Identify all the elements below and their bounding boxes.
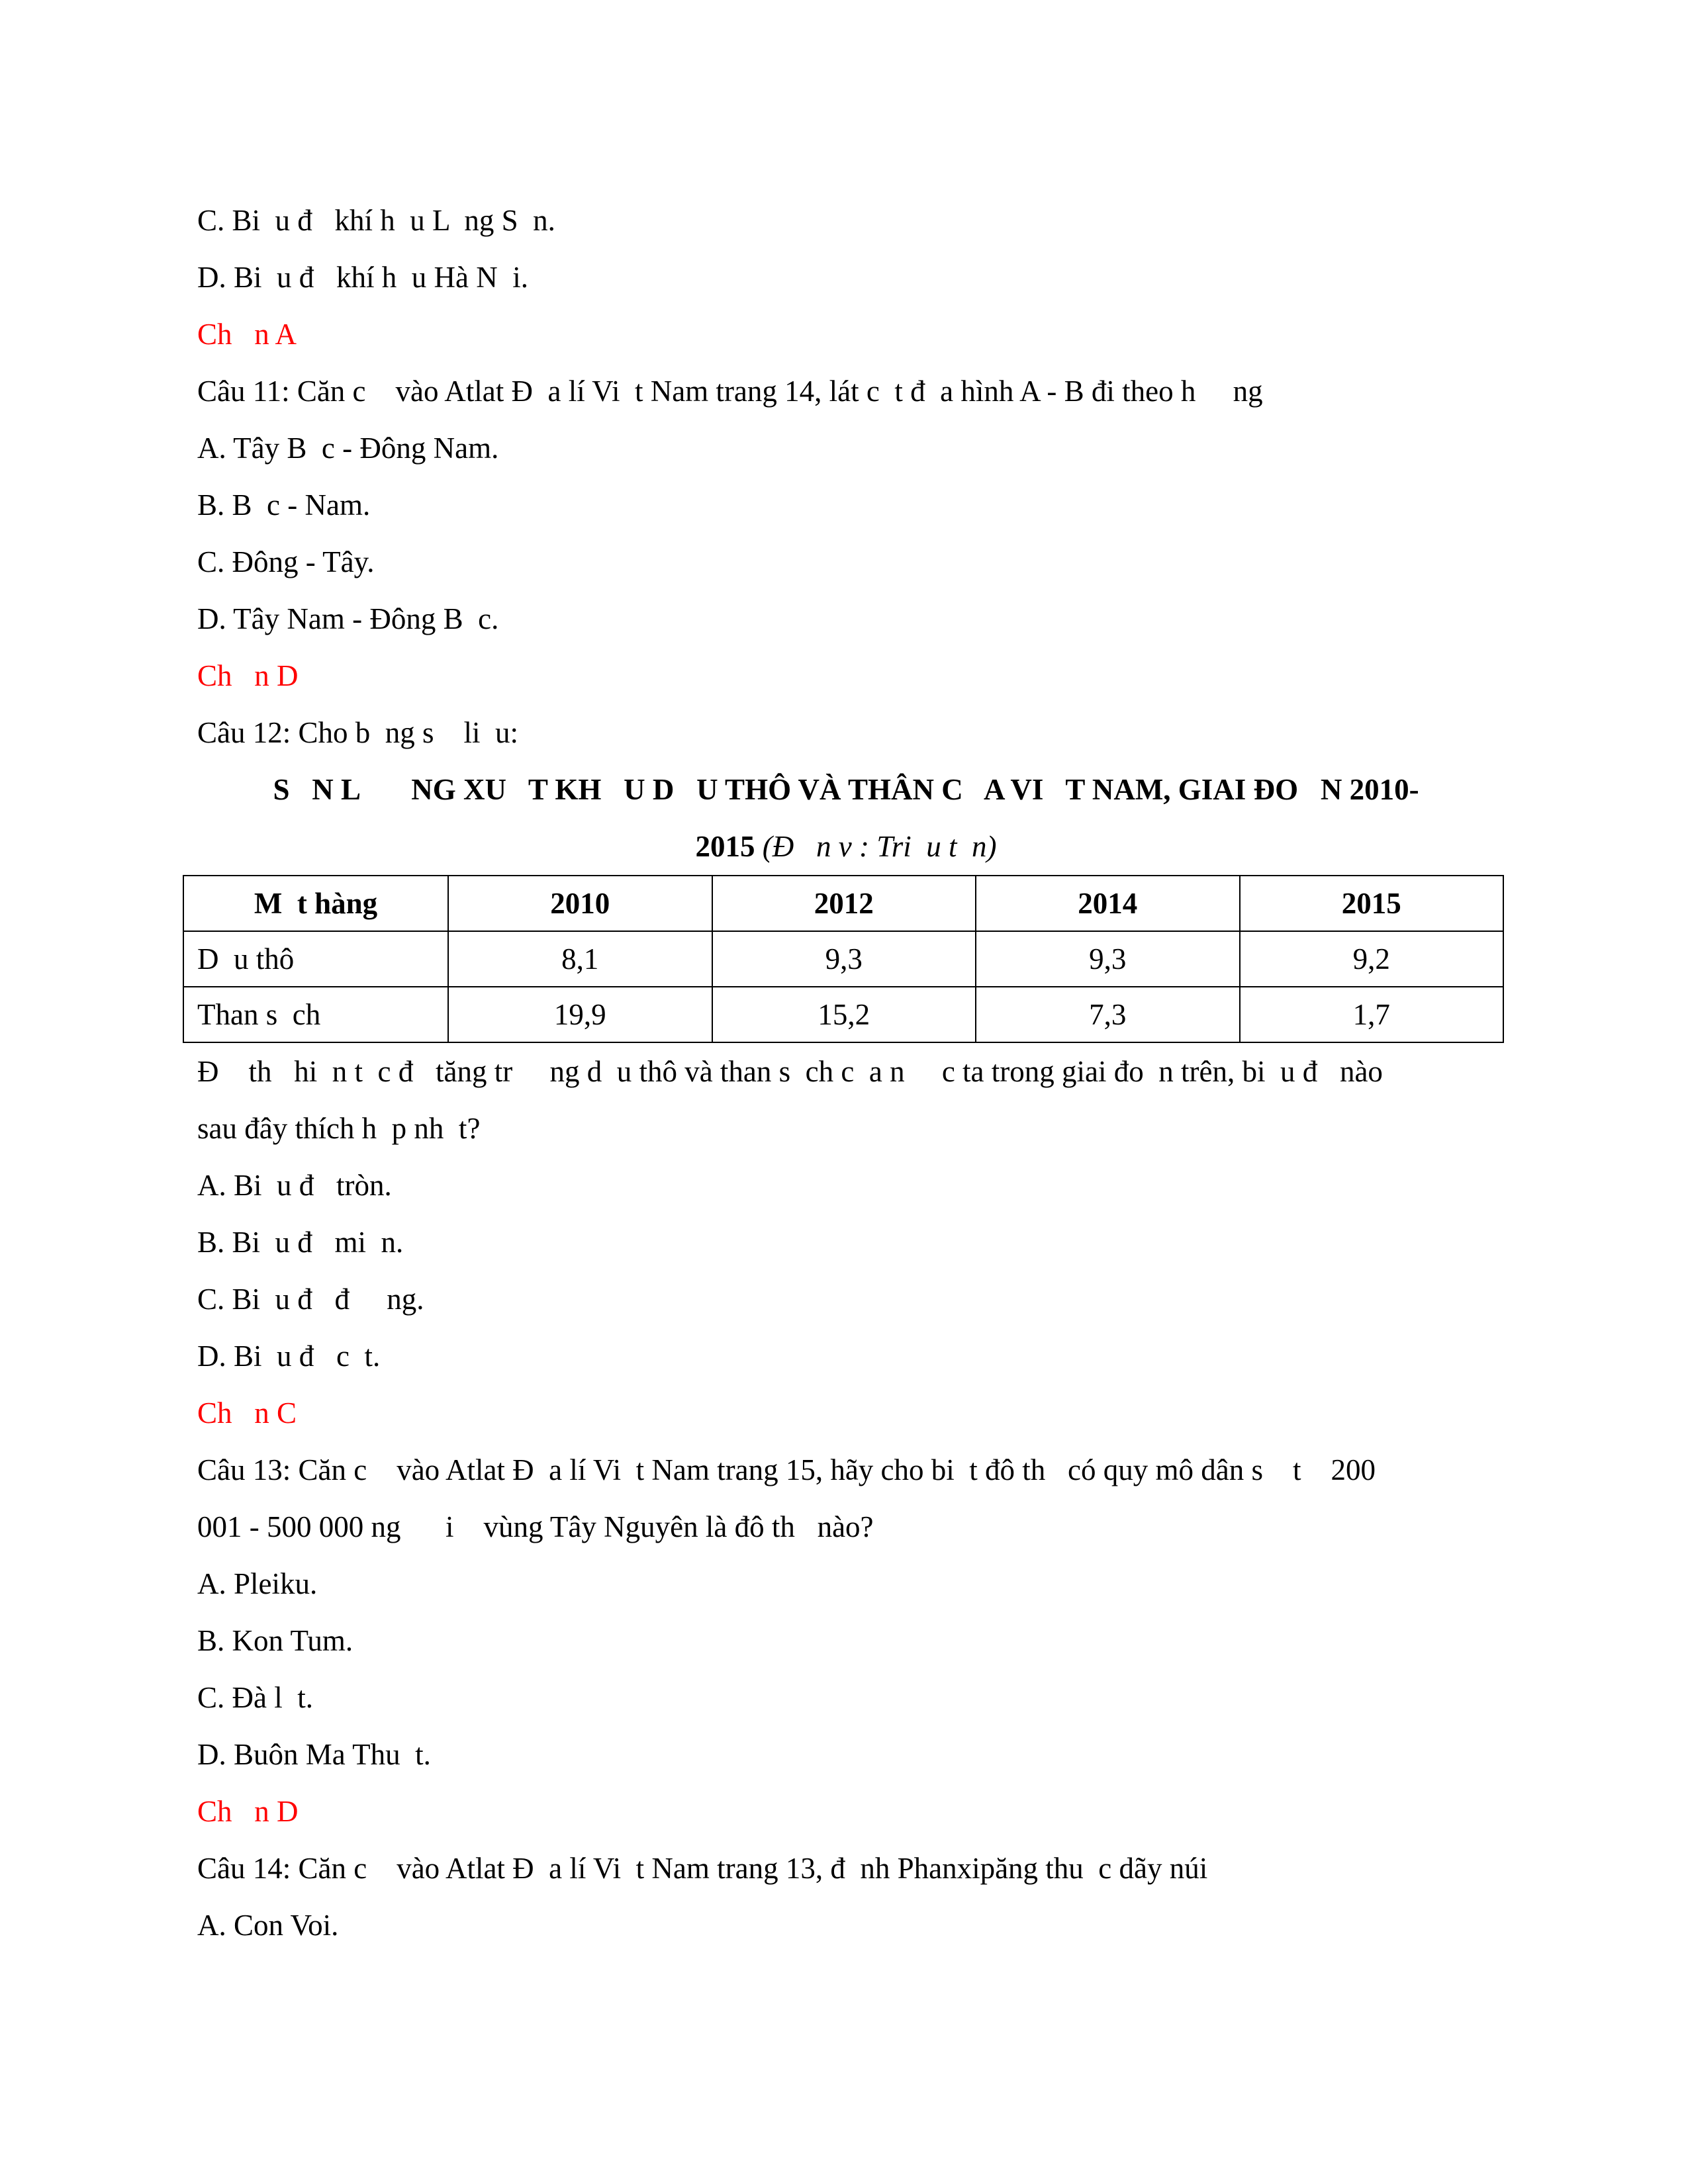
table-cell: 7,3 [976,987,1240,1042]
table-header-cell: 2010 [448,876,712,931]
text-line: Câu 13: Căn c vào Atlat Đ a lí Vi t Nam trang 15, hãy cho bi t đô th có quy mô dân s t 200 [197,1453,1376,1486]
answer-line: Ch n D [197,1795,299,1828]
text-line: D. Tây Nam - Đông B c. [197,602,499,635]
text-line: A. Bi u đ tròn. [197,1169,392,1202]
text-line: Câu 11: Căn c vào Atlat Đ a lí Vi t Nam trang 14, lát c t đ a hình A - B đi theo h ng [197,375,1263,408]
text-line: A. Pleiku. [197,1567,318,1600]
text-line: Câu 14: Căn c vào Atlat Đ a lí Vi t Nam trang 13, đ nh Phanxipăng thu c dãy núi [197,1852,1208,1885]
table-cell: 9,3 [976,931,1240,987]
table-title-years: 2015 [695,830,763,863]
text-line: sau đây thích h p nh t? [197,1112,481,1145]
table-header-cell: 2014 [976,876,1240,931]
answer-line: Ch n C [197,1396,297,1430]
data-table [183,875,1504,1043]
text-line: D. Buôn Ma Thu t. [197,1738,431,1771]
table-header-row [183,876,1503,931]
document-page [197,192,1495,1954]
table-header-cell: M t hàng [183,876,448,931]
table-header-cell: 2012 [712,876,976,931]
answer-line: Ch n D [197,659,299,692]
answer-line: Ch n A [197,318,297,351]
text-block-before-table [197,192,1495,761]
text-line: B. Kon Tum. [197,1624,353,1657]
table-cell: 8,1 [448,931,712,987]
table-cell: 15,2 [712,987,976,1042]
table-cell: 9,2 [1240,931,1504,987]
text-line: C. Đà l t. [197,1681,313,1714]
text-line: D. Bi u đ c t. [197,1340,381,1373]
table-cell: 1,7 [1240,987,1504,1042]
text-line: B. Bi u đ mi n. [197,1226,404,1259]
text-line: B. B c - Nam. [197,488,371,522]
table-title-line-2 [197,818,1495,875]
text-line: C. Bi u đ khí h u L ng S n. [197,204,555,237]
text-block-after-table [197,1043,1495,1954]
table-header-cell: 2015 [1240,876,1504,931]
text-line: A. Con Voi. [197,1909,339,1942]
table-cell: 9,3 [712,931,976,987]
text-line: D. Bi u đ khí h u Hà N i. [197,261,528,294]
table-row [183,931,1503,987]
table-row [183,987,1503,1042]
table-title-line-1: S N L NG XU T KH U D U THÔ VÀ THÂN C A VI T NAM, GIAI ĐO N 2010- [273,773,1419,806]
text-line: 001 - 500 000 ng i vùng Tây Nguyên là đô th nào? [197,1510,874,1543]
table-title-unit: (Đ n v : Tri u t n) [762,830,997,863]
text-line: C. Bi u đ đ ng. [197,1283,424,1316]
text-line: Câu 12: Cho b ng s li u: [197,716,519,749]
text-line: Đ th hi n t c đ tăng tr ng d u thô và than s ch c a n c ta trong giai đo n trên, bi u đ nào [197,1055,1383,1088]
table-cell: 19,9 [448,987,712,1042]
text-line: C. Đông - Tây. [197,545,375,578]
table-row-label: Than s ch [183,987,448,1042]
table-row-label: D u thô [183,931,448,987]
text-line: A. Tây B c - Đông Nam. [197,432,499,465]
